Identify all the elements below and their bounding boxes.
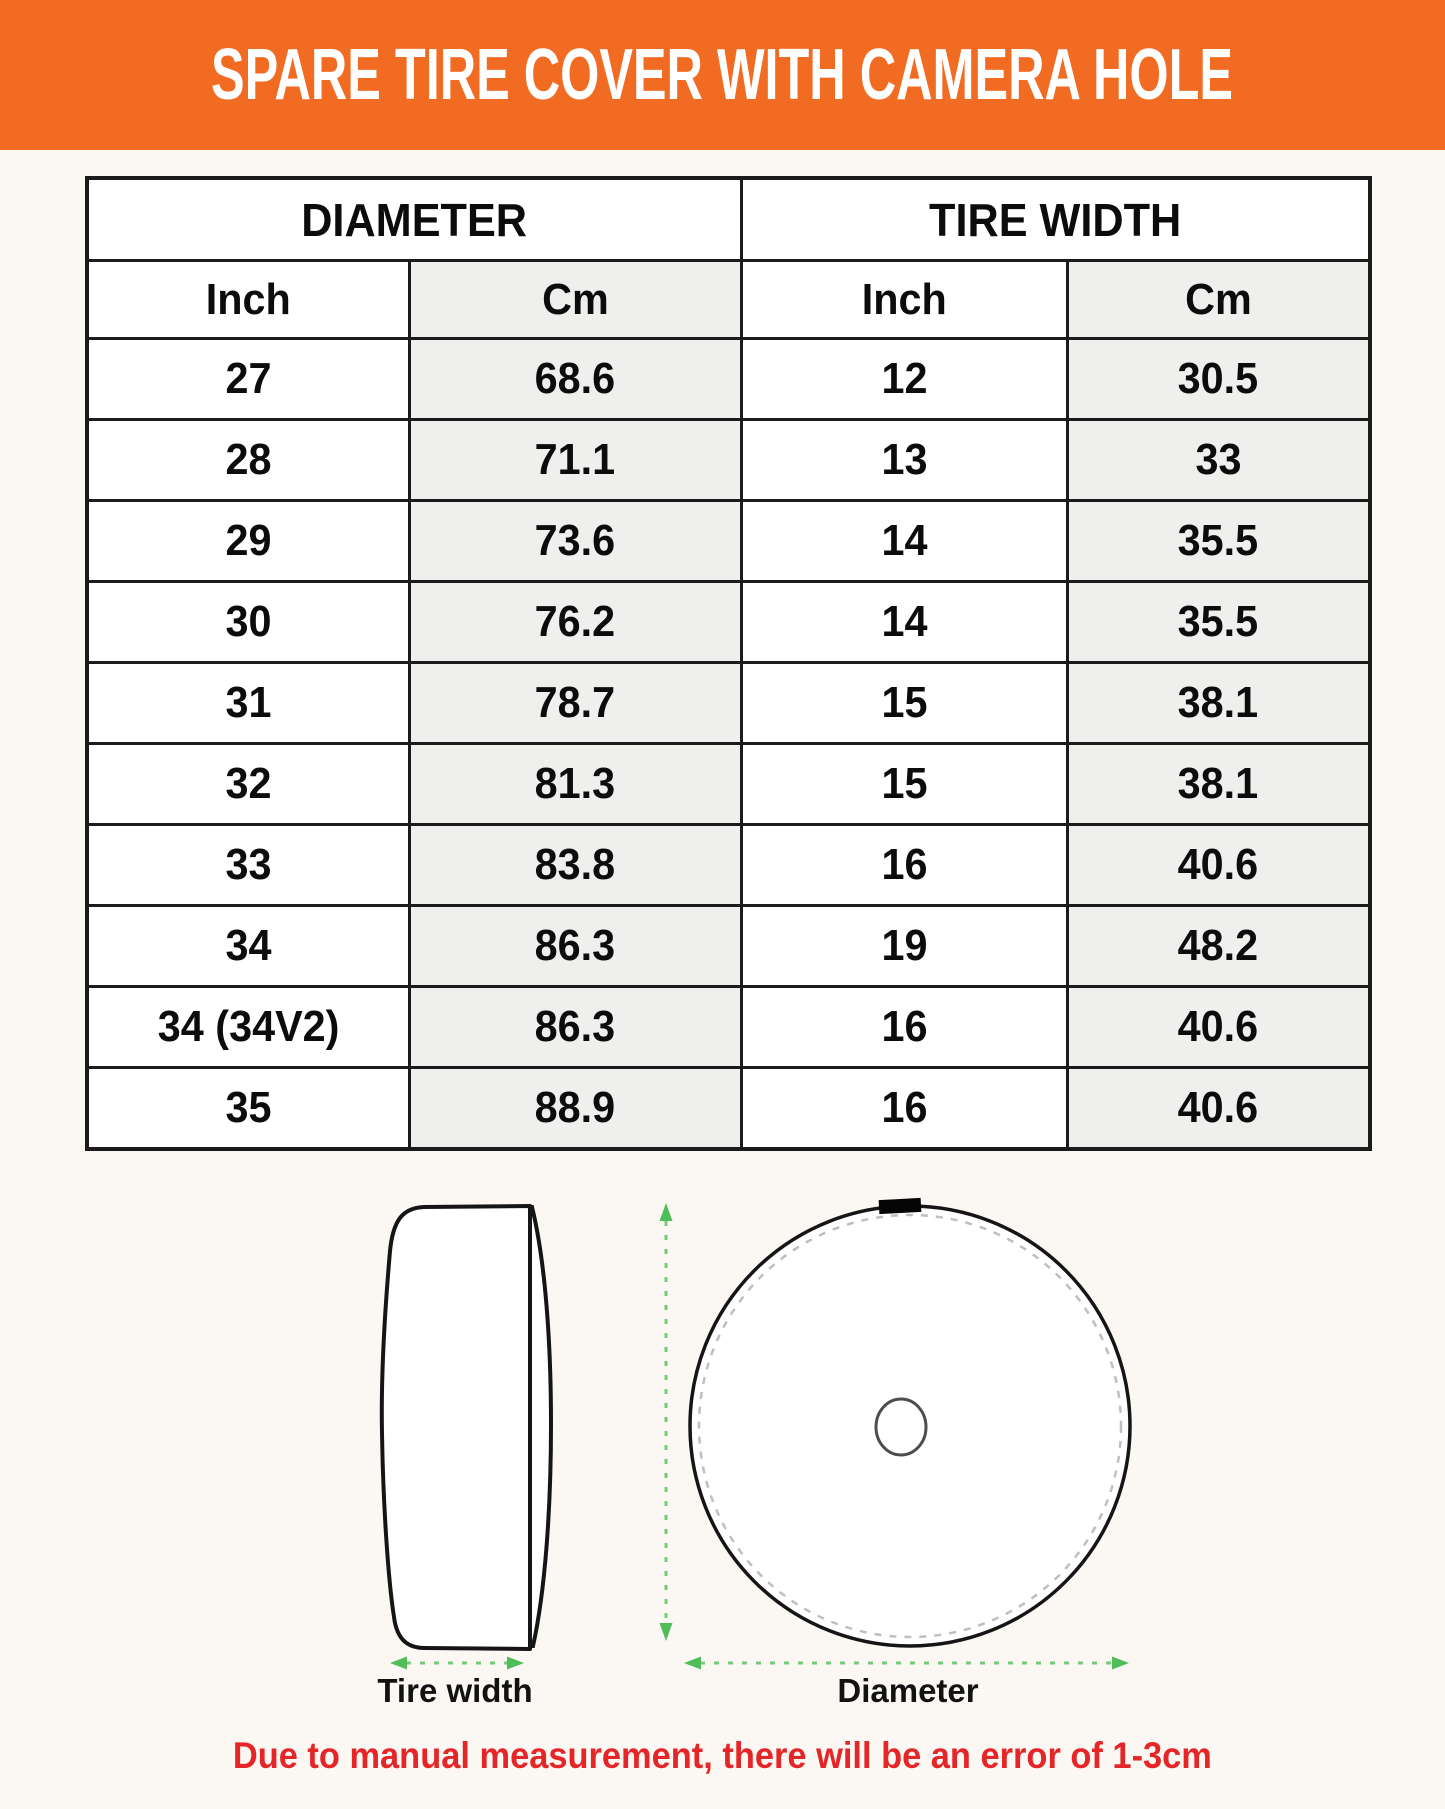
table-cell: 19 — [741, 906, 1067, 987]
table-cell: 30.5 — [1067, 339, 1370, 420]
table-cell: 40.6 — [1067, 1068, 1370, 1150]
table-cell: 29 — [87, 501, 409, 582]
table-cell: 88.9 — [409, 1068, 741, 1150]
table-cell: 16 — [741, 825, 1067, 906]
table-cell: 34 (34V2) — [87, 987, 409, 1068]
table-cell: 40.6 — [1067, 825, 1370, 906]
subheader-diameter-inch: Inch — [87, 261, 409, 339]
table-cell: 31 — [87, 663, 409, 744]
table-cell: 33 — [1067, 420, 1370, 501]
arrow-head-left — [684, 1657, 701, 1670]
measurement-note-text: Due to manual measurement, there will be an error of 1-3cm — [232, 1735, 1213, 1776]
tire-side-view — [382, 1206, 530, 1649]
table-cell: 16 — [741, 1068, 1067, 1150]
table-cell: 14 — [741, 582, 1067, 663]
table-cell: 27 — [87, 339, 409, 420]
table-cell: 32 — [87, 744, 409, 825]
diameter-label: Diameter — [837, 1672, 979, 1709]
table-cell: 71.1 — [409, 420, 741, 501]
table-cell: 12 — [741, 339, 1067, 420]
table-cell: 83.8 — [409, 825, 741, 906]
table-cell: 73.6 — [409, 501, 741, 582]
table-cell: 30 — [87, 582, 409, 663]
arrow-head-right — [1112, 1657, 1129, 1670]
arrow-head-right — [507, 1657, 524, 1670]
tire-width-label: Tire width — [377, 1672, 533, 1709]
page-title: SPARE TIRE COVER WITH CAMERA HOLE — [211, 35, 1234, 115]
group-label: TIRE WIDTH — [929, 193, 1182, 246]
group-label: DIAMETER — [301, 193, 528, 246]
table-cell: 34 — [87, 906, 409, 987]
table-cell: 38.1 — [1067, 744, 1370, 825]
table-cell: 35.5 — [1067, 501, 1370, 582]
table-cell: 76.2 — [409, 582, 741, 663]
valve-marker — [879, 1198, 922, 1214]
table-cell: 13 — [741, 420, 1067, 501]
subheader-tirewidth-inch: Inch — [741, 261, 1067, 339]
measurement-note — [0, 1735, 1445, 1777]
table-cell: 16 — [741, 987, 1067, 1068]
arrow-head-left — [390, 1657, 407, 1670]
table-cell: 35.5 — [1067, 582, 1370, 663]
arrow-head-up — [660, 1203, 673, 1221]
table-cell: 40.6 — [1067, 987, 1370, 1068]
table-cell: 15 — [741, 744, 1067, 825]
subheader-tirewidth-cm: Cm — [1067, 261, 1370, 339]
table-cell: 33 — [87, 825, 409, 906]
table-cell: 78.7 — [409, 663, 741, 744]
table-cell: 15 — [741, 663, 1067, 744]
table-cell: 86.3 — [409, 987, 741, 1068]
table-cell: 35 — [87, 1068, 409, 1150]
table-cell: 81.3 — [409, 744, 741, 825]
arrow-head-down — [660, 1623, 673, 1641]
subheader-diameter-cm: Cm — [409, 261, 741, 339]
table-cell: 14 — [741, 501, 1067, 582]
table-cell: 28 — [87, 420, 409, 501]
camera-hole — [876, 1399, 926, 1455]
table-cell: 38.1 — [1067, 663, 1370, 744]
table-cell: 86.3 — [409, 906, 741, 987]
table-cell: 68.6 — [409, 339, 741, 420]
table-cell: 48.2 — [1067, 906, 1370, 987]
